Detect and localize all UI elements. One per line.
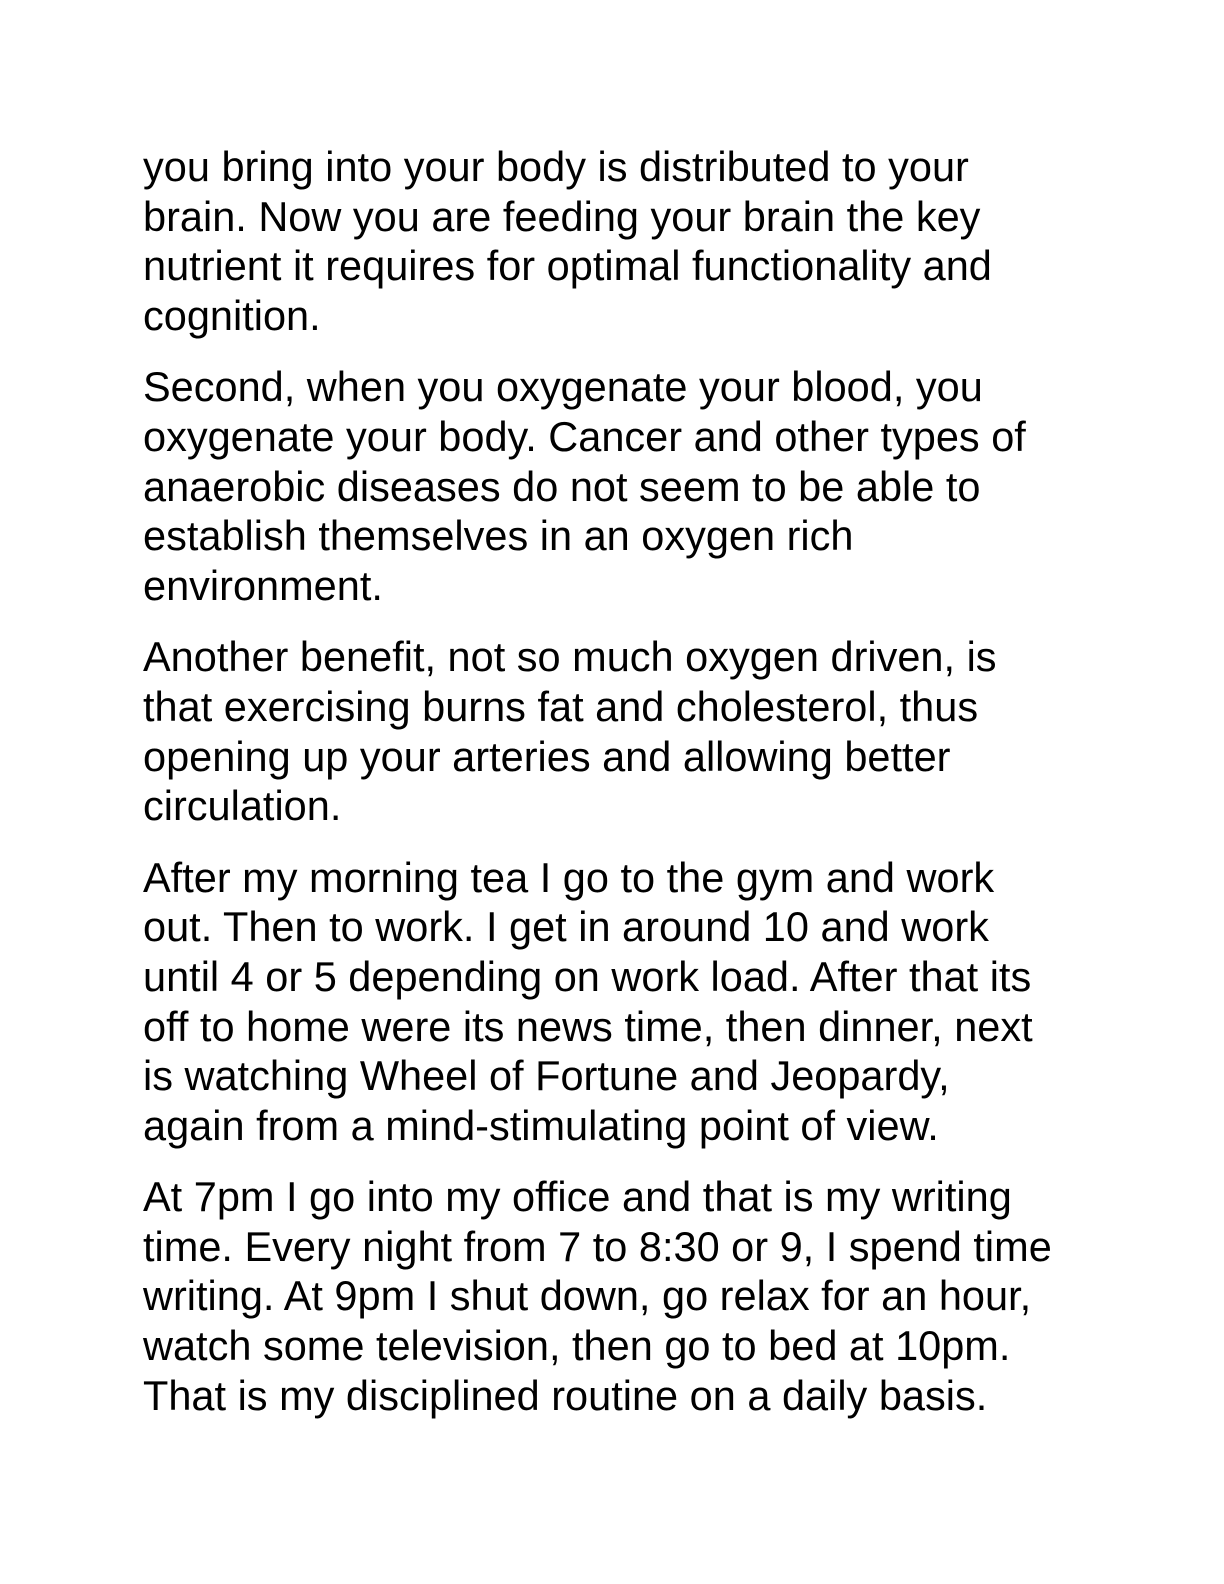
text-line: brain. Now you are feeding your brain the key <box>143 192 981 240</box>
text-line: anaerobic diseases do not seem to be able to <box>143 462 981 510</box>
paragraph-4 <box>143 853 1083 1151</box>
body-text <box>143 142 1083 1442</box>
text-line: time. Every night from 7 to 8:30 or 9, I spend time <box>143 1222 1052 1270</box>
text-line: writing. At 9pm I shut down, go relax for an hour, <box>143 1272 1032 1320</box>
text-line: At 7pm I go into my office and that is my writing <box>143 1173 1012 1221</box>
text-line: off to home were its news time, then dinner, next <box>143 1002 1033 1050</box>
text-line: That is my disciplined routine on a daily basis. <box>143 1371 988 1419</box>
text-line: is watching Wheel of Fortune and Jeopardy, <box>143 1052 950 1100</box>
paragraph-1 <box>143 142 1083 340</box>
text-line: you bring into your body is distributed to your <box>143 143 969 190</box>
text-line: environment. <box>143 561 383 609</box>
text-line: After my morning tea I go to the gym and work <box>143 853 995 901</box>
text-line: circulation. <box>143 782 342 830</box>
text-line: Second, when you oxygenate your blood, you <box>143 363 983 411</box>
text-line: Another benefit, not so much oxygen driven, is <box>143 633 997 681</box>
text-line: again from a mind-stimulating point of view. <box>143 1101 939 1149</box>
text-line: out. Then to work. I get in around 10 and work <box>143 903 989 951</box>
paragraph-3 <box>143 632 1083 830</box>
paragraph-2 <box>143 362 1083 610</box>
text-line: opening up your arteries and allowing better <box>143 732 951 780</box>
text-line: that exercising burns fat and cholesterol, thus <box>143 682 979 730</box>
paragraph-5 <box>143 1172 1083 1420</box>
text-line: watch some television, then go to bed at 10pm. <box>143 1322 1011 1370</box>
text-line: oxygenate your body. Cancer and other types of <box>143 412 1026 460</box>
text-line: cognition. <box>143 291 321 339</box>
text-line: until 4 or 5 depending on work load. After that its <box>143 952 1032 1000</box>
text-line: establish themselves in an oxygen rich <box>143 512 854 560</box>
text-line: nutrient it requires for optimal functionality and <box>143 242 992 290</box>
